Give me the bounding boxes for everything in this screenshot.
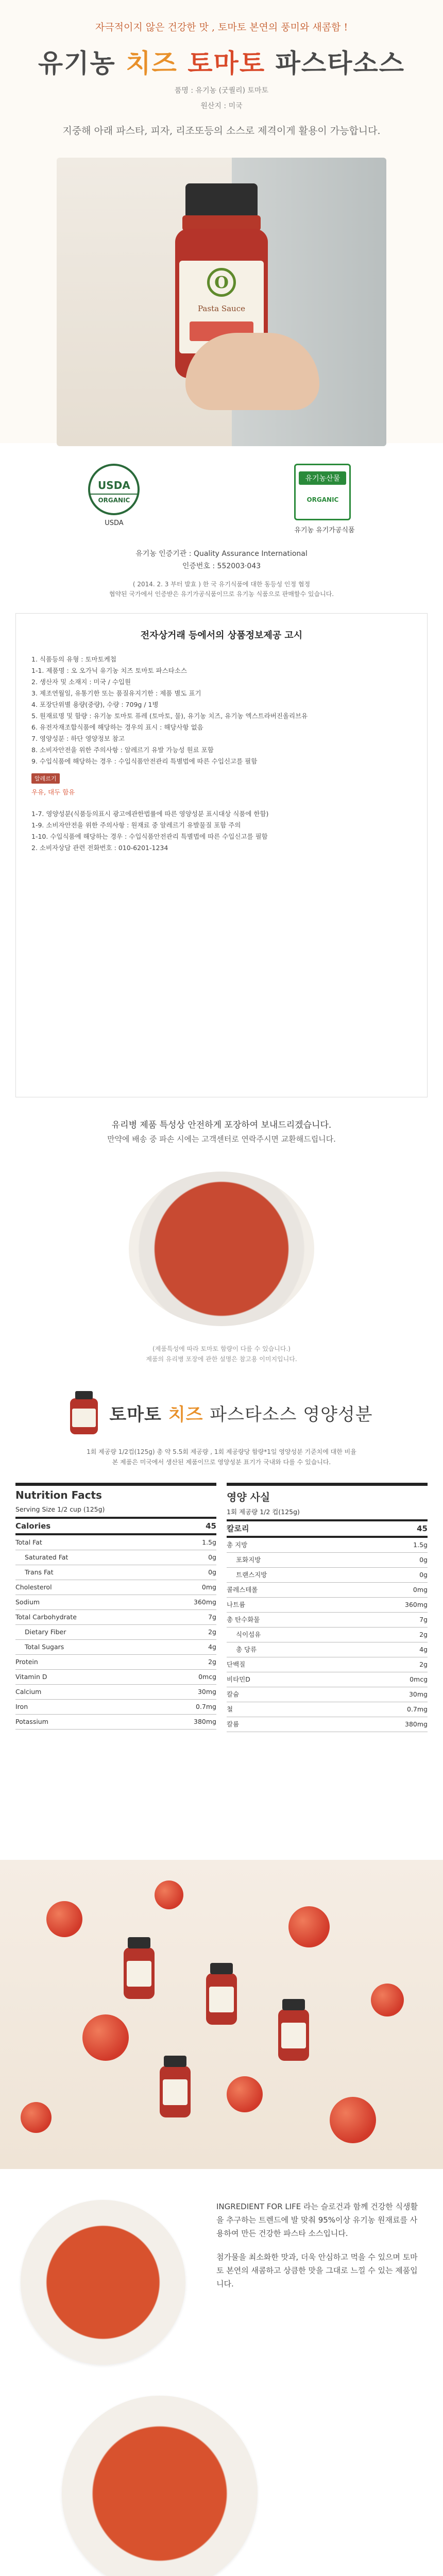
brand-story-section <box>0 2169 443 2576</box>
nutrition-row-value: 0mcg <box>410 1675 428 1683</box>
tomato-icon <box>227 2076 263 2112</box>
notice-line: 9. 수입식품에 해당하는 경우 : 수입식품안전관리 특별법에 따른 수입신고를 필함 <box>31 757 258 765</box>
nutrition-row <box>15 1580 216 1595</box>
nutrition-row <box>15 1535 216 1550</box>
nutrition-row <box>227 1687 428 1702</box>
nutrition-row-label: 나트륨 <box>227 1601 246 1608</box>
nutrition-row-value: 30mg <box>197 1688 216 1696</box>
nutrition-row-label: Trans Fat <box>25 1568 54 1576</box>
bowl-caption-2: 제품의 유리병 포장에 관한 설명은 참고용 이미지입니다. <box>146 1355 297 1363</box>
nutrition-row <box>15 1625 216 1640</box>
nutrition-title-b: 치즈 <box>168 1404 210 1425</box>
shipping-line-2: 만약에 배송 중 파손 시에는 고객센터로 연락주시면 교환해드립니다. <box>107 1134 336 1144</box>
nutrition-row <box>227 1628 428 1642</box>
cert-note-2: 협약된 국가에서 인증받은 유기가공식품이므로 유기농 식품으로 판매할수 있습니다. <box>109 590 334 598</box>
nutrition-row <box>15 1550 216 1565</box>
tomato-icon <box>46 1901 82 1937</box>
jar-lid <box>185 183 258 219</box>
nutrition-sub-1: 1회 제공량 1/2컵(125g) 총 약 5.5회 제공량 , 1회 제공량당 함량*1일 영양성분 기준치에 대한 비율 <box>87 1448 356 1455</box>
notice-line: 5. 원재료명 및 함량 : 유기농 토마토 퓨레 (토마토, 물), 유기농 치즈, 유기농 엑스트라버진올리브유 <box>31 712 308 720</box>
nutrition-row-label: Calcium <box>15 1688 42 1696</box>
bowl-caption-1: (제품특성에 따라 토마토 함량이 다를 수 있습니다.) <box>152 1345 291 1352</box>
nutrition-header <box>15 1391 428 1434</box>
brand-story-p1: INGREDIENT FOR LIFE 라는 슬로건과 함께 건강한 식생활을 추구하는 트렌드에 발 맞춰 95%이상 유기농 원재료를 사용하여 만든 건강한 파스타 소스입니다. <box>216 2202 418 2238</box>
nutrition-sub-2: 본 제품은 미국에서 생산된 제품이므로 영양성분 표기가 국내와 다를 수 있습니다. <box>112 1459 331 1466</box>
nutrition-row-label: 총 당류 <box>236 1646 257 1653</box>
nutrition-row-value: 0g <box>208 1553 216 1561</box>
tomato-icon <box>21 2102 52 2133</box>
nutrition-row <box>15 1670 216 1685</box>
nutrition-row-value: 0mcg <box>198 1673 216 1681</box>
nutrition-row-label: Saturated Fat <box>25 1553 69 1561</box>
notice-extra-line: 1-10. 수입식품에 해당하는 경우 : 수입식품안전관리 특별법에 따른 수입신고를 필함 <box>31 833 268 840</box>
nutrition-row-label: Potassium <box>15 1718 48 1725</box>
product-info-notice <box>15 613 428 1097</box>
hero-kicker: 자극적이지 않은 건강한 맛 , 토마토 본연의 풍미와 새콤함 ! <box>95 22 348 33</box>
notice-extra-line: 1-7. 영양성분(식품등의표시 광고에관한법률에 따른 영양성분 표시대상 식품에 한함) <box>31 810 269 818</box>
usda-seal-bottom: ORGANIC <box>90 494 138 504</box>
usda-cert <box>88 464 140 534</box>
tomato-icon <box>288 1906 330 1947</box>
shipping-line-1: 유리병 제품 특성상 안전하게 포장하여 보내드리겠습니다. <box>111 1120 332 1130</box>
nutrition-row <box>227 1553 428 1568</box>
nutrition-row-value: 360mg <box>405 1601 428 1608</box>
nutrition-row <box>227 1717 428 1732</box>
cert-info <box>0 548 443 572</box>
nutrition-row <box>227 1538 428 1553</box>
hero-section <box>0 0 443 443</box>
pasta-plate-image <box>62 2396 258 2576</box>
nutrition-ko-cal-label: 칼로리 <box>227 1524 249 1533</box>
nutrition-section <box>0 1386 443 1860</box>
nutrition-row-value: 7g <box>419 1616 428 1623</box>
nutrition-row-value: 380mg <box>405 1720 428 1728</box>
nutrition-row-label: Iron <box>15 1703 28 1710</box>
nutrition-row <box>15 1595 216 1610</box>
nutrition-row <box>227 1613 428 1628</box>
pasta-plate-image <box>21 2200 185 2365</box>
nutrition-row-label: 철 <box>227 1705 233 1713</box>
nutrition-row-value: 0.7mg <box>407 1705 428 1713</box>
title-part-pasta-sauce: 파스타소스 <box>275 48 405 78</box>
bowl-caption <box>0 1344 443 1364</box>
mini-jar-icon <box>70 1391 98 1434</box>
title-part-cheese: 치즈 <box>126 48 188 78</box>
korea-organic-mark-icon <box>294 464 351 520</box>
nutrition-row-label: Cholesterol <box>15 1583 52 1591</box>
nutrition-row-label: 비타민D <box>227 1675 250 1683</box>
nutrition-row <box>15 1610 216 1625</box>
nutrition-row-value: 4g <box>419 1646 428 1653</box>
jar-icon <box>124 1937 155 1999</box>
nutrition-row <box>227 1642 428 1657</box>
cert-note-1: ( 2014. 2. 3 부터 발효 ) 한 국 유기식품에 대한 동등성 인정 협정 <box>132 581 311 588</box>
tomato-icon <box>330 2097 376 2143</box>
nutrition-table-ko <box>227 1483 428 1732</box>
nutrition-row-value: 4g <box>208 1643 216 1651</box>
nutrition-row-value: 0.7mg <box>196 1703 216 1710</box>
tomato-icon <box>155 1880 183 1909</box>
nutrition-row-label: Total Carbohydrate <box>15 1613 77 1621</box>
nutrition-en-cal-value: 45 <box>206 1521 216 1531</box>
sauce-bowl-image <box>129 1172 314 1326</box>
notice-extra-line: 2. 소비자상담 관련 전화번호 : 010-6201-1234 <box>31 844 168 852</box>
nutrition-en-calories <box>15 1519 216 1535</box>
nutrition-row-value: 2g <box>419 1631 428 1638</box>
brand-logo: O <box>207 268 236 297</box>
korea-mark-bottom: ORGANIC <box>306 496 339 503</box>
notice-line: 8. 소비자안전을 위한 주의사항 : 알레르기 유발 가능성 원료 포함 <box>31 746 214 754</box>
notice-line: 1-1. 제품명 : 오 오가닉 유기농 치즈 토마토 파스타소스 <box>31 667 187 674</box>
nutrition-row-label: 포화지방 <box>236 1556 261 1564</box>
nutrition-row-label: Dietary Fiber <box>25 1628 66 1636</box>
nutrition-row-value: 2g <box>208 1628 216 1636</box>
shipping-section <box>0 1097 443 1386</box>
nutrition-row <box>227 1672 428 1687</box>
nutrition-row-label: Sodium <box>15 1598 40 1606</box>
nutrition-row-label: 칼슘 <box>227 1690 240 1698</box>
nutrition-row-label: 식이섬유 <box>236 1631 261 1638</box>
brand-story-text <box>216 2200 422 2301</box>
notice-line: 2. 생산자 및 소재지 : 미국 / 수입원 <box>31 678 131 686</box>
title-part-tomato: 토마토 <box>188 48 276 78</box>
notice-extra-line: 1-9. 소비자안전을 위한 주의사항 : 원재료 중 알레르기 유발물질 포함 주의 <box>31 821 241 829</box>
nutrition-row <box>15 1685 216 1700</box>
nutrition-row <box>15 1640 216 1655</box>
jar-icon <box>278 1999 309 2061</box>
nutrition-row-value: 7g <box>208 1613 216 1621</box>
hand-illustration <box>185 333 319 410</box>
nutrition-row-label: 단백질 <box>227 1660 246 1668</box>
usda-caption: USDA <box>105 519 124 527</box>
tomato-icon <box>371 1984 404 2016</box>
certification-logos <box>0 464 443 534</box>
nutrition-row <box>227 1568 428 1583</box>
nutrition-title <box>109 1400 372 1426</box>
nutrition-row-value: 380mg <box>194 1718 216 1725</box>
korea-mark-top: 유기농산물 <box>299 471 346 485</box>
nutrition-ko-serving <box>227 1505 428 1521</box>
nutrition-title-c: 파스타소스 영양성분 <box>210 1404 373 1425</box>
hero-product-photo <box>57 158 386 446</box>
cert-number: 인증번호 : 552003·043 <box>182 562 261 570</box>
nutrition-row <box>227 1702 428 1717</box>
nutrition-row-label: Total Sugars <box>25 1643 64 1651</box>
tomato-icon <box>82 2014 129 2061</box>
nutrition-row-value: 2g <box>419 1660 428 1668</box>
jar-icon <box>206 1963 237 2025</box>
notice-line: 4. 포장단위별 용량(중량), 수량 : 709g / 1병 <box>31 701 159 708</box>
notice-line: 6. 유전자재조합식품에 해당하는 경우의 표시 : 해당사항 없음 <box>31 723 203 731</box>
nutrition-row-value: 30mg <box>408 1690 428 1698</box>
nutrition-en-serving-label: Serving Size 1/2 cup (125g) <box>15 1505 105 1513</box>
nutrition-row-value: 0g <box>419 1556 428 1564</box>
product-name-line: 품명 : 유기농 (굿퀄리) 토마토 <box>174 87 269 95</box>
notice-title: 전자상거래 등에서의 상품정보제공 고시 <box>140 630 303 641</box>
nutrition-subtitle <box>15 1447 428 1467</box>
certification-section <box>0 443 443 613</box>
cert-note <box>0 580 443 599</box>
nutrition-row-value: 0mg <box>201 1583 216 1591</box>
origin-line: 원산지 : 미국 <box>200 102 243 110</box>
nutrition-title-a: 토마토 <box>109 1404 168 1425</box>
nutrition-row-value: 1.5g <box>413 1541 428 1549</box>
nutrition-en-title: Nutrition Facts <box>15 1489 102 1501</box>
nutrition-ko-serving-label: 1회 제공량 1/2 컵(125g) <box>227 1508 300 1516</box>
allergy-tag: 알레르기 <box>31 773 60 784</box>
tomato-jars-photo <box>0 1860 443 2169</box>
nutrition-row <box>227 1657 428 1672</box>
notice-line: 1. 식품등의 유형 : 토마토케첩 <box>31 655 116 663</box>
usda-organic-seal-icon <box>88 464 140 515</box>
nutrition-row-label: Protein <box>15 1658 38 1666</box>
nutrition-row <box>15 1715 216 1730</box>
nutrition-row-label: 칼륨 <box>227 1720 240 1728</box>
korea-cert <box>294 464 354 534</box>
nutrition-row <box>15 1565 216 1580</box>
allergy-text: 우유, 대두 함유 <box>31 788 75 796</box>
brand-story-p2: 첨가물을 최소화한 맛과, 더욱 안심하고 먹을 수 있으며 토마토 본연의 새콤하고 상큼한 맛을 그대로 느낄 수 있는 제품입니다. <box>216 2252 418 2289</box>
nutrition-row <box>15 1700 216 1715</box>
korea-caption: 유기농 유기가공식품 <box>294 527 355 534</box>
nutrition-row-label: Vitamin D <box>15 1673 47 1681</box>
usda-seal-top: USDA <box>98 479 130 492</box>
nutrition-en-cal-label: Calories <box>15 1521 51 1531</box>
nutrition-row-value: 2g <box>208 1658 216 1666</box>
nutrition-row-value: 0mg <box>413 1586 428 1594</box>
spacer <box>31 798 412 808</box>
jar-label-name: Pasta Sauce <box>198 304 245 313</box>
jar-icon <box>160 2056 191 2117</box>
notice-line: 7. 영양성분 : 하단 영양정보 참고 <box>31 735 125 742</box>
nutrition-row-label: 총 탄수화물 <box>227 1616 260 1623</box>
nutrition-row <box>227 1583 428 1598</box>
nutrition-row-label: 총 지방 <box>227 1541 248 1549</box>
notice-line: 3. 제조연월일, 유통기한 또는 품질유지기한 : 제품 별도 표기 <box>31 689 201 697</box>
nutrition-en-serving <box>15 1502 216 1519</box>
nutrition-row-label: Total Fat <box>15 1538 42 1546</box>
nutrition-row-label: 트랜스지방 <box>236 1571 267 1579</box>
title-part-organic: 유기농 <box>38 48 126 78</box>
cert-agency: 유기농 인증기관 : Quality Assurance International <box>135 550 308 558</box>
nutrition-row-value: 0g <box>419 1571 428 1579</box>
nutrition-row-label: 콜레스테롤 <box>227 1586 258 1594</box>
nutrition-row <box>227 1598 428 1613</box>
nutrition-row-value: 360mg <box>194 1598 216 1606</box>
nutrition-row <box>15 1655 216 1670</box>
nutrition-tables <box>15 1483 428 1732</box>
nutrition-row-value: 1.5g <box>202 1538 216 1546</box>
nutrition-row-value: 0g <box>208 1568 216 1576</box>
nutrition-table-en <box>15 1483 216 1732</box>
product-title <box>0 43 443 80</box>
nutrition-ko-title: 영양 사실 <box>227 1491 270 1503</box>
nutrition-ko-cal-value: 45 <box>417 1524 428 1533</box>
nutrition-ko-calories <box>227 1521 428 1538</box>
hero-description: 지중해 아래 파스타, 피자, 리조또등의 소스로 제격이게 활용이 가능합니다. <box>62 125 381 137</box>
